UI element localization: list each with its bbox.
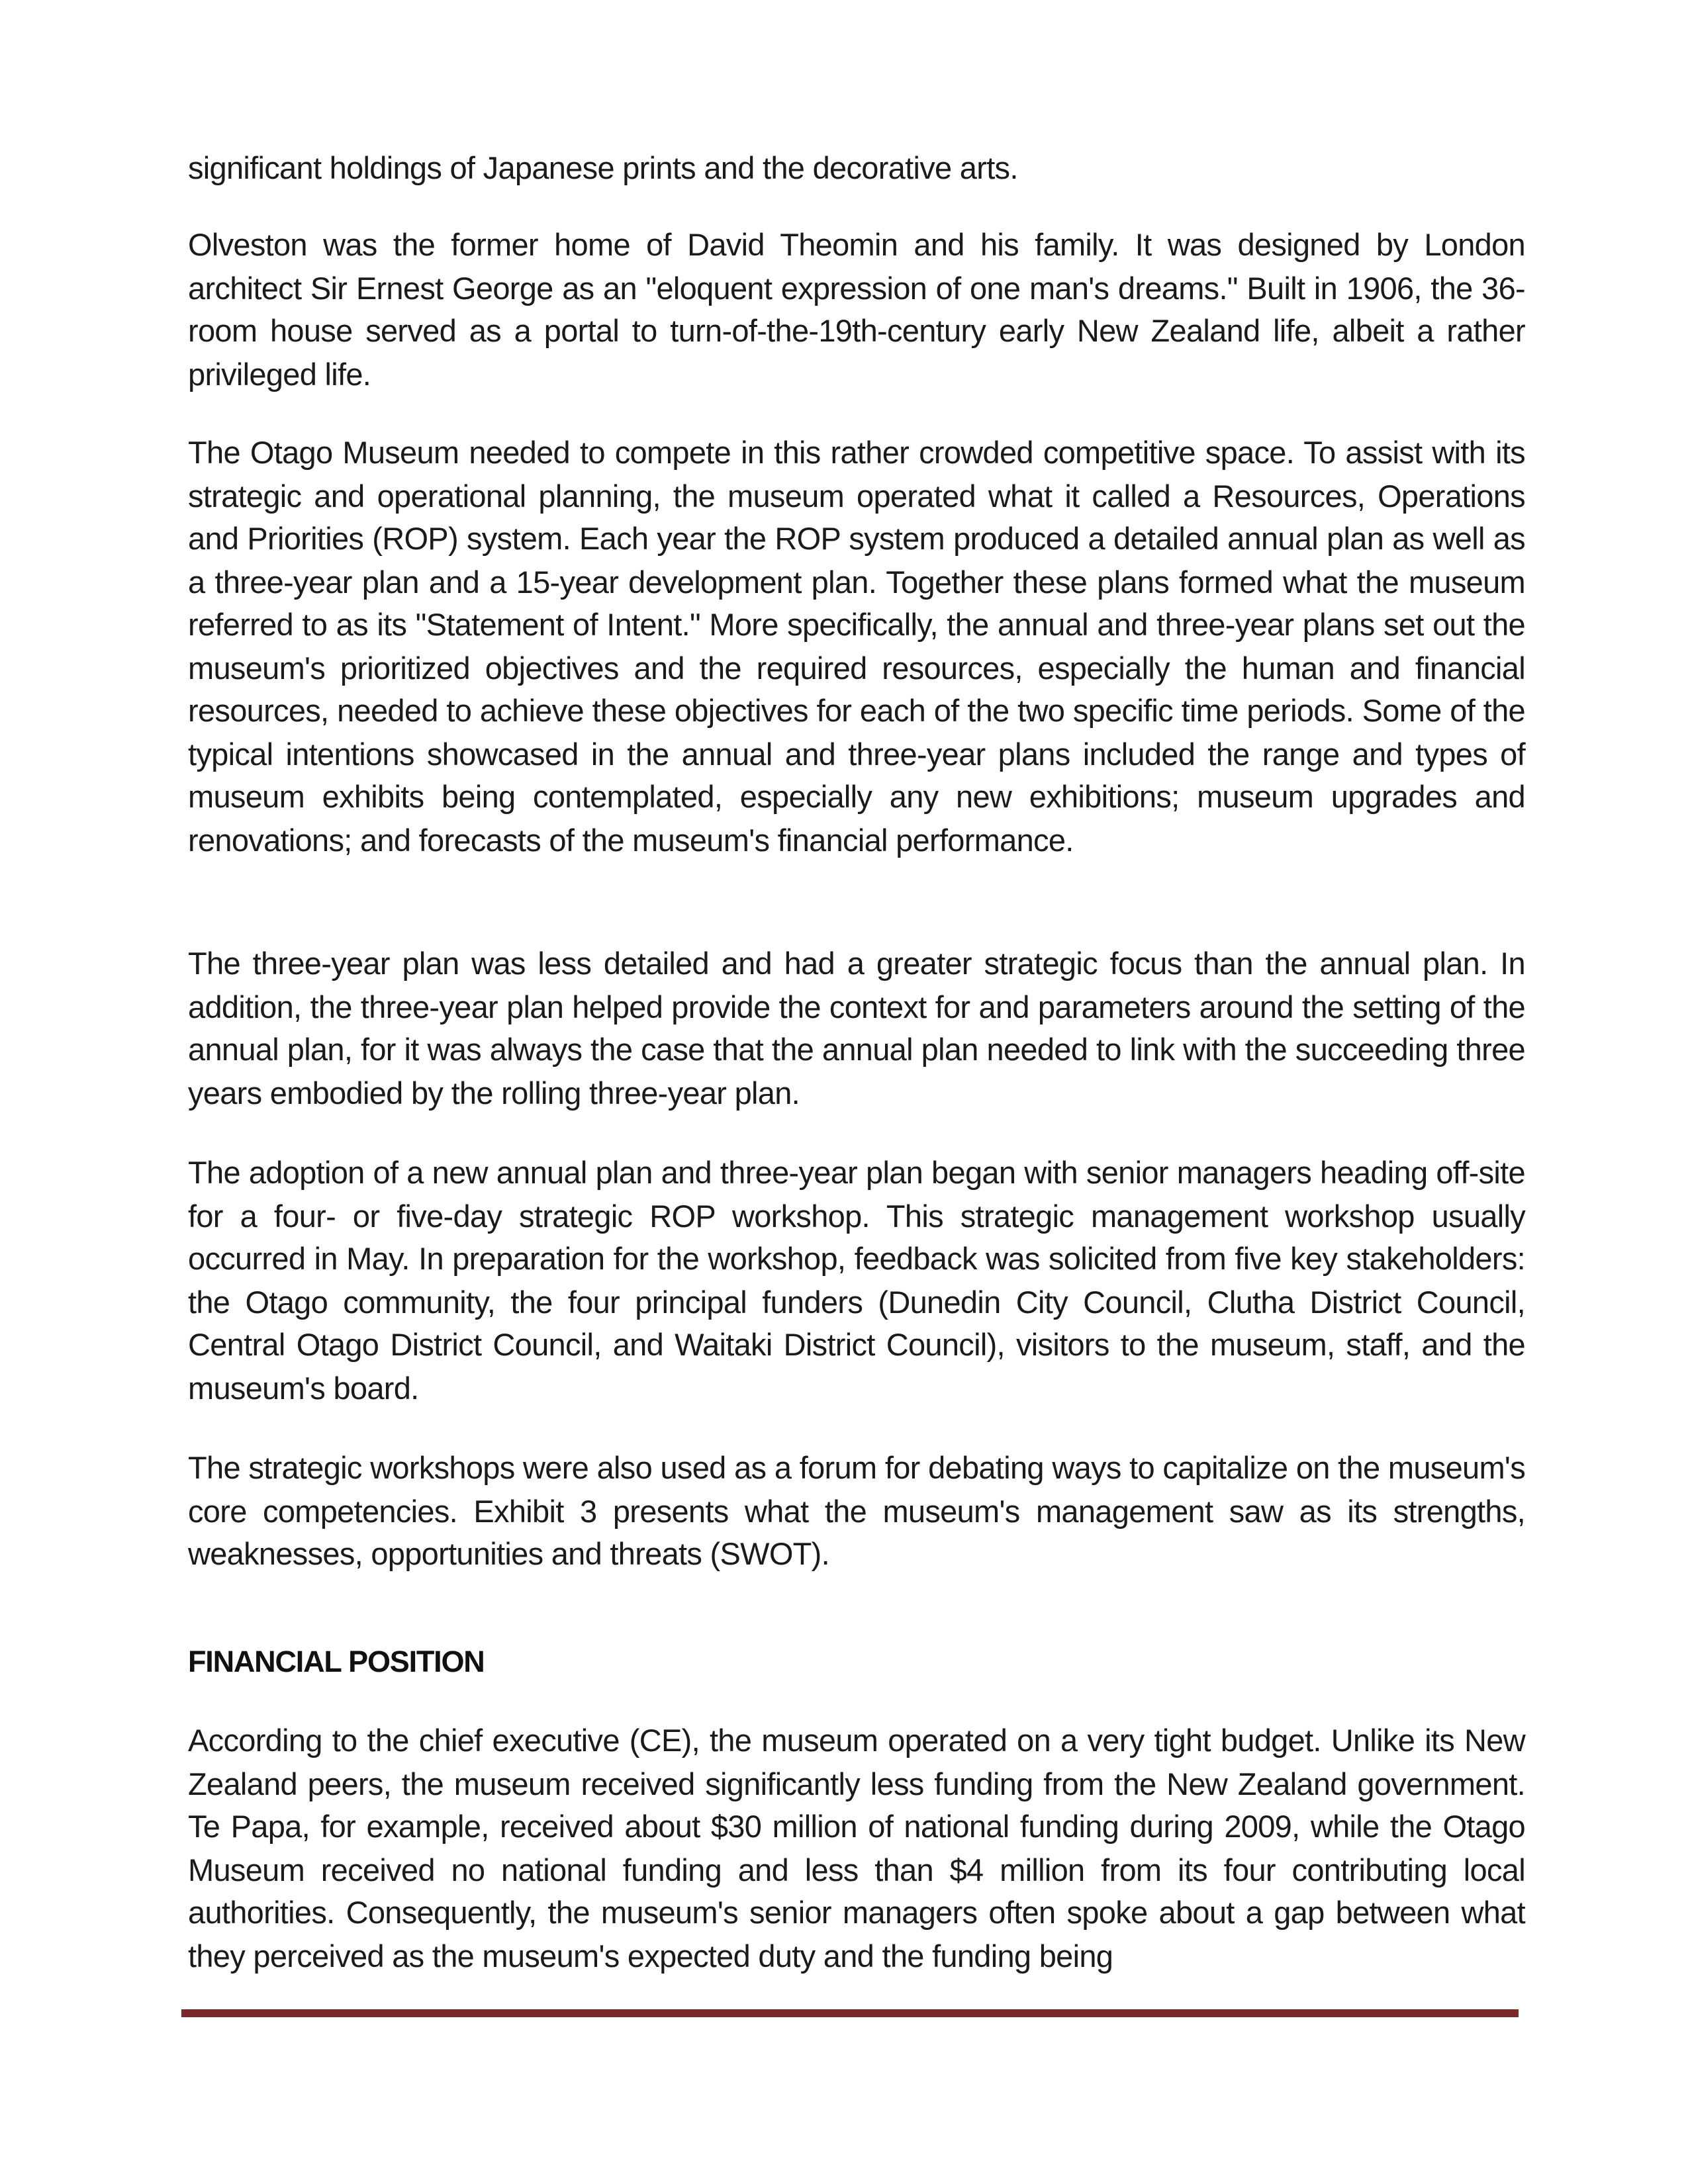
- paragraph-japanese-prints: significant holdings of Japanese prints and the decorative arts.: [188, 151, 1018, 185]
- paragraph-three-year-plan: The three-year plan was less detailed and had a greater strategic focus than the annual plan. In addition, the three-year plan helped provide the context for and parameters around the setting of the annual plan, for it was always the case that the annual plan needed to link with the succeeding three years embodied by the rolling three-year plan.: [188, 946, 1525, 1110]
- footer-rule: [181, 2009, 1519, 2017]
- paragraph-swot: The strategic workshops were also used as a forum for debating ways to capitalize on the museum's core competencies. Exhibit 3 presents what the museum's management saw as its strengths, weaknesses, opportunities and threats (SWOT).: [188, 1451, 1525, 1571]
- paragraph-financial-position: According to the chief executive (CE), the museum operated on a very tight budget. Unlike its New Zealand peers, the museum received significantly less funding from the New Zealand government. Te Papa, for example, received about $30 million of national funding during 2009, while the Otago Museum received no national funding and less than $4 million from its four contributing local authorities. Consequently, the museum's senior managers often spoke about a gap between what they perceived as the museum's expected duty and the funding being: [188, 1723, 1525, 1973]
- paragraph-rop-workshop: The adoption of a new annual plan and three-year plan began with senior managers heading off-site for a four- or five-day strategic ROP workshop. This strategic management workshop usually occurred in May. In preparation for the workshop, feedback was solicited from five key stakeholders: the Otago community, the four principal funders (Dunedin City Council, Clutha District Council, Central Otago District Council, and Waitaki District Council), visitors to the museum, staff, and the museum's board.: [188, 1156, 1525, 1405]
- paragraph-olveston: Olveston was the former home of David Theomin and his family. It was designed by London architect Sir Ernest George as an "eloquent expression of one man's dreams." Built in 1906, the 36-room house served as a portal to turn-of-the-19th-century early New Zealand life, albeit a rather privileged life.: [188, 228, 1525, 391]
- section-heading-financial-position: FINANCIAL POSITION: [188, 1645, 485, 1678]
- paragraph-rop-system: The Otago Museum needed to compete in this rather crowded competitive space. To assist with its strategic and operational planning, the museum operated what it called a Resources, Operations and Priorities (ROP) system. Each year the ROP system produced a detailed annual plan as well as a three-year plan and a 15-year development plan. Together these plans formed what the museum referred to as its "Statement of Intent." More specifically, the annual and three-year plans set out the museum's prioritized objectives and the required resources, especially the human and financial resources, needed to achieve these objectives for each of the two specific time periods. Some of the typical intentions showcased in the annual and three-year plans included the range and types of museum exhibits being contemplated, especially any new exhibitions; museum upgrades and renovations; and forecasts of the museum's financial performance.: [188, 435, 1525, 857]
